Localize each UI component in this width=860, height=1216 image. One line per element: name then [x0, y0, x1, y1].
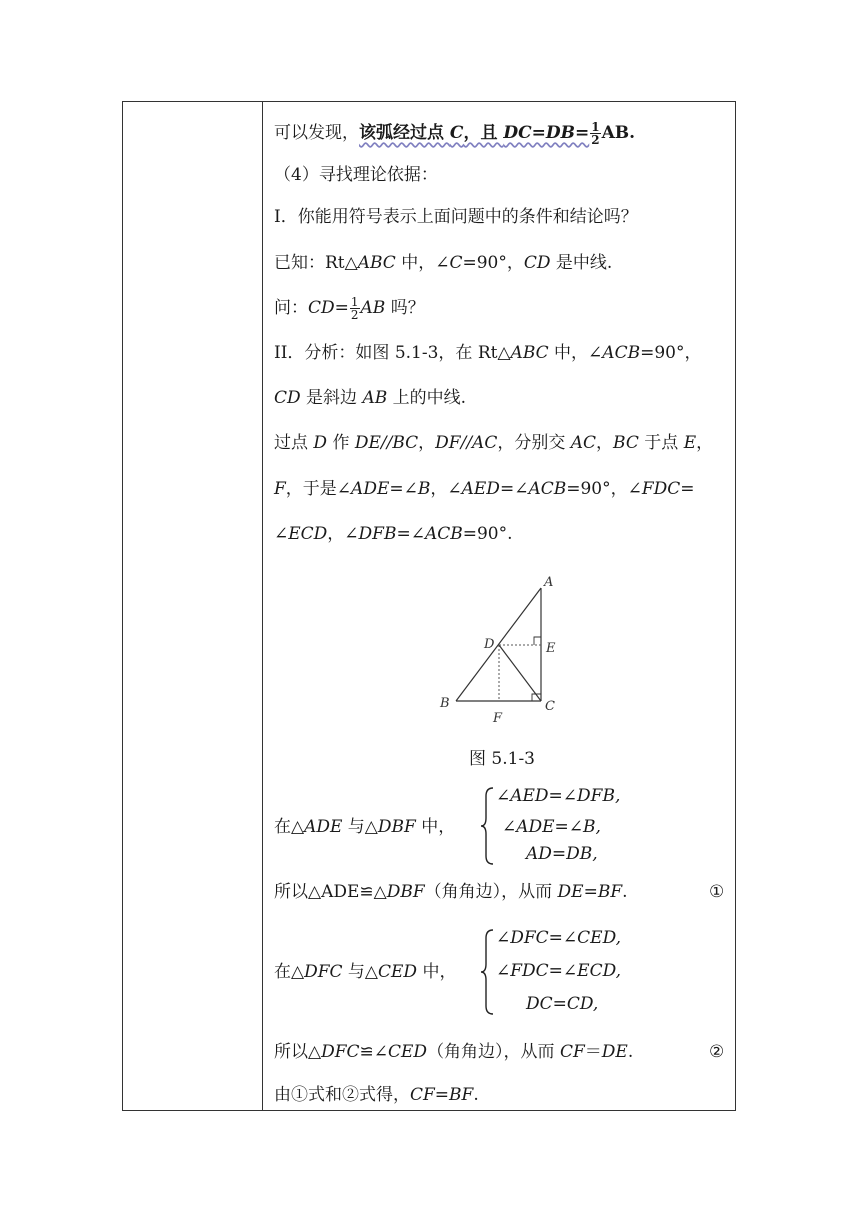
system-intro: 在△DFC 与△CED 中， — [274, 962, 457, 982]
label-e: E — [546, 641, 556, 656]
equation-row: AD=DB, — [526, 844, 598, 864]
angle-relations-line: F，于是∠ADE=∠B，∠AED=∠ACB=90°，∠FDC= — [274, 479, 695, 499]
angle-relations-line-2: ∠ECD，∠DFB=∠ACB=90°. — [274, 524, 513, 544]
median-line: CD 是斜边 AB 上的中线. — [274, 388, 467, 408]
text: 可以发现， — [274, 123, 359, 143]
analysis-line: II．分析：如图 5.1-3，在 Rt△ABC 中，∠ACB=90°， — [274, 343, 702, 363]
question-line: I．你能用符号表示上面问题中的条件和结论吗？ — [274, 207, 638, 227]
equation-row: ∠ADE=∠B, — [502, 817, 601, 837]
lesson-table — [122, 101, 736, 1111]
equation-row: ∠AED=∠DFB, — [496, 786, 621, 806]
left-brace — [480, 928, 496, 1016]
label-a: A — [544, 575, 554, 590]
equation-row: DC=CD, — [526, 994, 599, 1014]
equation-row: ∠DFC=∠CED, — [496, 928, 622, 948]
construction-line: 过点 D 作 DE//BC，DF//AC，分别交 AC，BC 于点 E， — [274, 433, 714, 453]
conclusion-line: 所以△ADE≌△DBF（角角边），从而 DE=BF. — [274, 882, 628, 902]
column-divider — [262, 102, 263, 1110]
given-line: 已知：Rt△ABC 中，∠C=90°，CD 是中线. — [274, 253, 613, 273]
label-d: D — [484, 637, 495, 652]
equation-marker: ① — [709, 882, 725, 902]
step-heading: （4）寻找理论依据： — [274, 165, 438, 185]
equation-row: ∠FDC=∠ECD, — [496, 961, 622, 981]
discovery-line: 可以发现，该弧经过点 C，且 DC=DB= $\frac{1}{2}$ AB. — [274, 120, 636, 147]
system-intro: 在△ADE 与△DBF 中， — [274, 817, 456, 837]
figure-caption: 图 5.1-3 — [469, 749, 535, 769]
label-c: C — [545, 699, 555, 714]
emphasis-text: 该弧经过点 C，且 DC=DB= — [359, 123, 590, 143]
ask-line: 问：CD= $\frac{1}{2}$ AB 吗？ — [274, 295, 425, 322]
fraction: $\frac{1}{2}$ — [350, 295, 359, 322]
left-brace — [480, 786, 496, 866]
median-cd — [499, 645, 541, 701]
conclusion-line: 所以△DFC≌∠CED（角角边），从而 CF＝DE. — [274, 1042, 634, 1062]
right-angle-e — [534, 637, 541, 645]
equation-marker: ② — [709, 1042, 725, 1062]
triangle-figure — [434, 570, 594, 730]
fraction: $\frac{1}{2}$ — [591, 120, 600, 147]
final-line: 由①式和②式得，CF=BF. — [274, 1085, 479, 1105]
label-f: F — [493, 711, 503, 726]
label-b: B — [440, 696, 450, 711]
